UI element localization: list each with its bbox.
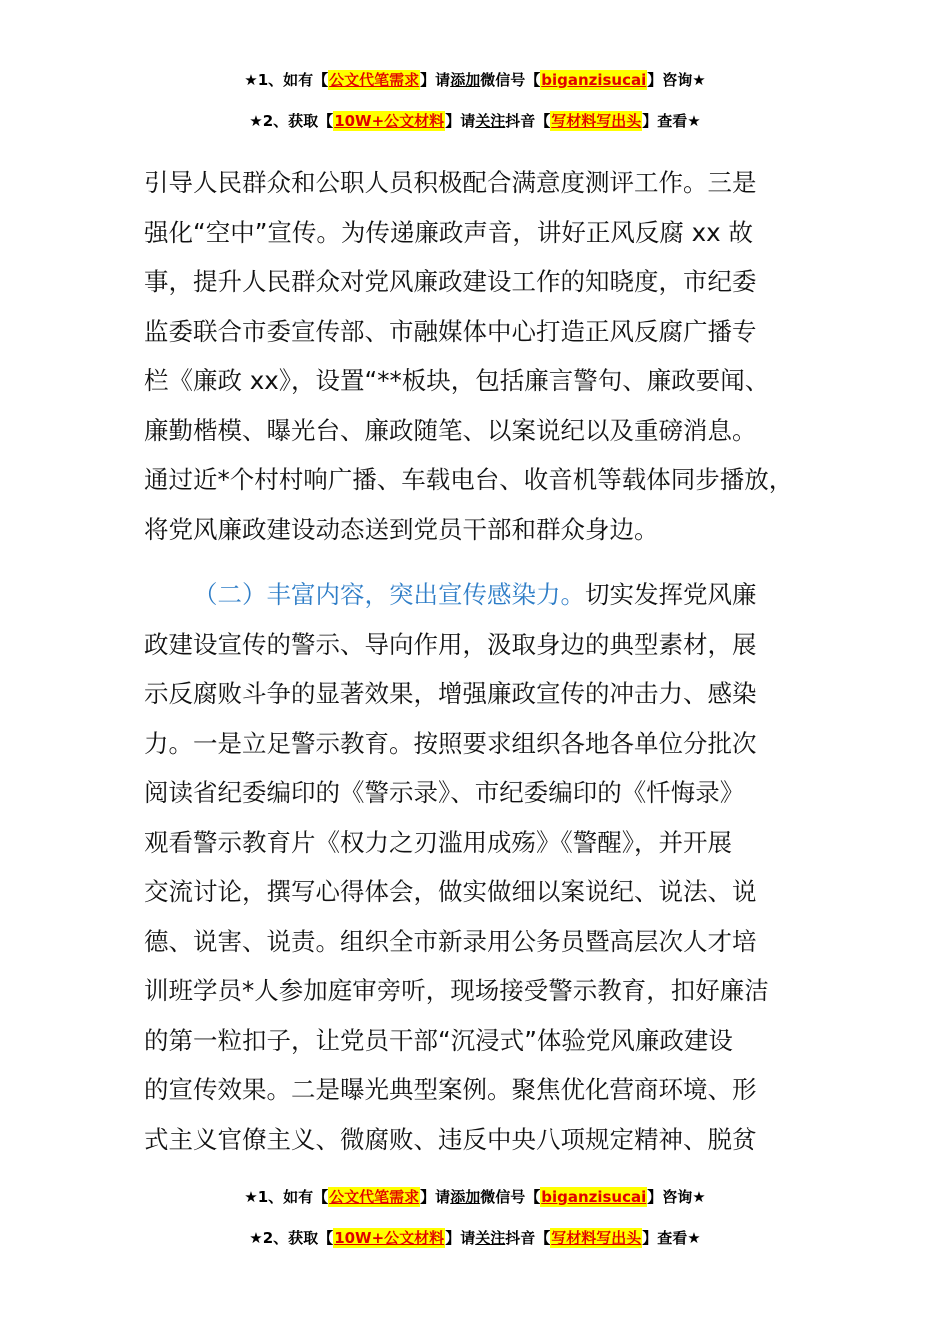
banner-highlight: 写材料写出头 <box>551 112 642 130</box>
banner-text: 】查看★ <box>642 112 701 130</box>
banner-text: 】请 <box>420 1188 451 1206</box>
bottom-banner <box>0 1177 950 1259</box>
banner-underlined-text: 添加 <box>450 71 481 89</box>
banner-line-1 <box>0 60 950 101</box>
banner-line-1 <box>0 1177 950 1218</box>
banner-text: 抖音【 <box>505 112 551 130</box>
banner-text: 】查看★ <box>642 1229 701 1247</box>
paragraph-line: 通过近*个村村响广播、车载电台、收音机等载体同步播放， <box>144 465 794 494</box>
banner-text: 抖音【 <box>505 1229 551 1247</box>
paragraph-line: 式主义官僚主义、微腐败、违反中央八项规定精神、脱贫 <box>144 1124 757 1154</box>
paragraph-line: 事，提升人民群众对党风廉政建设工作的知晓度，市纪委 <box>144 267 757 296</box>
paragraph-line: 的宣传效果。二是曝光典型案例。聚焦优化营商环境、形 <box>144 1075 757 1104</box>
paragraph-line: 栏《廉政 xx》，设置“**板块，包括廉言警句、廉政要闻、 <box>144 366 770 395</box>
banner-underlined-text: 关注 <box>475 112 506 130</box>
paragraph-line: 力。一是立足警示教育。按照要求组织各地各单位分批次 <box>144 728 757 758</box>
paragraph-line: 政建设宣传的警示、导向作用，汲取身边的典型素材，展 <box>144 629 757 659</box>
top-banner <box>0 60 950 142</box>
banner-text: 微信号【 <box>480 1188 541 1206</box>
banner-line-2 <box>0 101 950 142</box>
banner-line-2 <box>0 1218 950 1259</box>
banner-highlight: 10W+公文材料 <box>334 1229 445 1247</box>
banner-text: ★1、如有【 <box>244 1188 329 1206</box>
banner-highlight: 公文代笔需求 <box>329 71 420 89</box>
paragraph-line: 训班学员*人参加庭审旁听，现场接受警示教育，扣好廉洁 <box>144 976 769 1005</box>
paragraph-line: 监委联合市委宣传部、市融媒体中心打造正风反腐广播专 <box>144 316 757 346</box>
paragraph-line: 强化“空中”宣传。为传递廉政声音，讲好正风反腐 xx 故 <box>144 217 753 247</box>
banner-text: 】咨询★ <box>647 71 706 89</box>
banner-text: 】咨询★ <box>647 1188 706 1206</box>
banner-highlight: biganzisucai <box>541 71 647 89</box>
section-heading: （二）丰富内容，突出宣传感染力。 <box>193 580 585 609</box>
paragraph-line: 交流讨论，撰写心得体会，做实做细以案说纪、说法、说 <box>144 877 757 906</box>
paragraph-line: 阅读省纪委编印的《警示录》、市纪委编印的《忏悔录》 <box>144 778 745 807</box>
paragraph-2 <box>144 570 834 1164</box>
banner-underlined-text: 关注 <box>475 1229 506 1247</box>
banner-text: 】请 <box>420 71 451 89</box>
paragraph-line: 引导人民群众和公职人员积极配合满意度测评工作。三是 <box>144 168 757 197</box>
paragraph-1 <box>144 158 834 554</box>
banner-text: ★2、获取【 <box>249 112 334 130</box>
banner-highlight: 写材料写出头 <box>551 1229 642 1247</box>
paragraph-first-line <box>144 570 834 620</box>
banner-underlined-text: 添加 <box>450 1188 481 1206</box>
paragraph-line: 观看警示教育片《权力之刃滥用成殇》《警醒》，并开展 <box>144 827 732 857</box>
paragraph-line: 的第一粒扣子，让党员干部“沉浸式”体验党风廉政建设 <box>144 1025 733 1055</box>
banner-text: 】请 <box>445 112 476 130</box>
banner-text: ★1、如有【 <box>244 71 329 89</box>
paragraph-line: 示反腐败斗争的显著效果，增强廉政宣传的冲击力、感染 <box>144 679 757 708</box>
banner-text: 】请 <box>445 1229 476 1247</box>
banner-text: 微信号【 <box>480 71 541 89</box>
banner-highlight: 10W+公文材料 <box>334 112 445 130</box>
banner-highlight: 公文代笔需求 <box>329 1188 420 1206</box>
banner-highlight: biganzisucai <box>541 1188 647 1206</box>
document-body <box>144 158 834 1164</box>
paragraph-text: 切实发挥党风廉 <box>585 580 757 609</box>
paragraph-line: 廉勤楷模、曝光台、廉政随笔、以案说纪以及重磅消息。 <box>144 415 757 445</box>
paragraph-line: 将党风廉政建设动态送到党员干部和群众身边。 <box>144 514 659 544</box>
banner-text: ★2、获取【 <box>249 1229 334 1247</box>
paragraph-line: 德、说害、说责。组织全市新录用公务员暨高层次人才培 <box>144 926 757 956</box>
